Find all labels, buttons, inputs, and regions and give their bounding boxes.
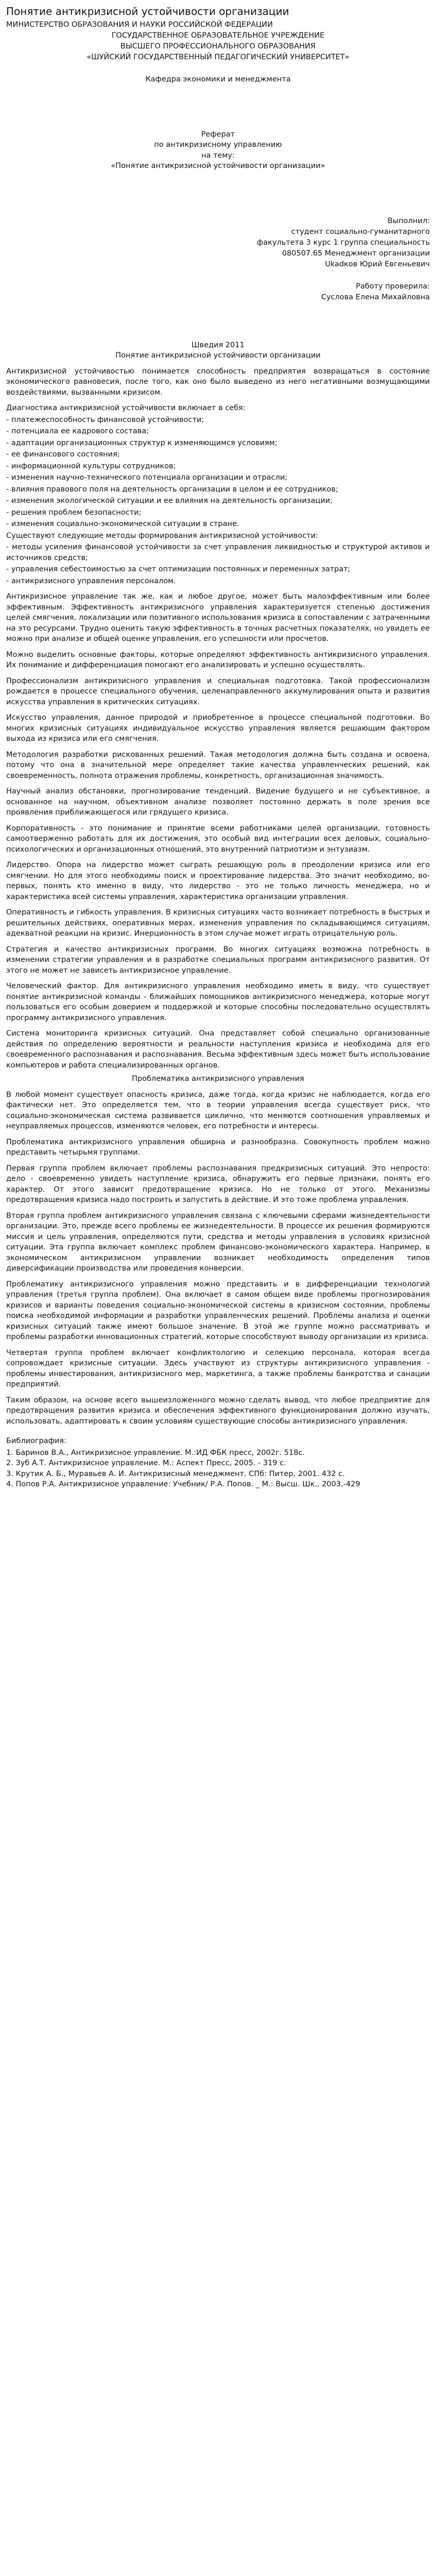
list-item: - влияния правового поля на деятельность организации в целом и ее сотрудников; <box>6 485 338 494</box>
section-problems <box>6 1090 430 1427</box>
list-item: - адаптации организационных структур к изменяющимся условиям; <box>6 438 277 447</box>
paragraph: Проблематику антикризисного управления можно представить и в дифференциации технологий управления (третья группа проблем). Она включает в самом общем виде проблемы прогнозирования кризисов и варианты поведения социально-экономической системы в кризисном состоянии, проблемы поиска необходимой информации и разработки управленческих решений. Проблемы анализа и оценки кризисных ситуаций также имеют большое значение. В этой же группе можно рассматривать и проблемы разработки инновационных стратегий, которые способствуют выводу организации из кризиса. <box>6 1280 430 1341</box>
list-item: - изменения научно-технического потенциала организации и отрасли; <box>6 473 288 482</box>
paragraph: Вторая группа проблем антикризисного управления связана с ключевыми сферами жизнедеятельности организации. Это, прежде всего проблемы ее жизнедеятельности. В процессе их решения формируются миссия и цель управления, определяются пути, средства и методы управления в условиях кризисной ситуации. Эта группа включает комплекс проблем финансово-экономического характера. Например, в экономическом антикризисном управлении возникает необходимость определения типов диверсификации производства или проведения конверсии. <box>6 1211 430 1273</box>
work-type: Реферат <box>201 130 235 139</box>
bibliography-item: 1. Баринов В.А., Антикризисное управление. М.:ИД ФБК пресс, 2002г. 518с. <box>6 1448 305 1457</box>
bibliography-item: 2. Зуб А.Т. Антикризисное управление. М.: Аспект Пресс, 2005. - 319 с. <box>6 1459 286 1467</box>
list-item: - потенциала ее кадрового состава; <box>6 427 149 435</box>
paragraph: Профессионализм антикризисного управления и специальная подготовка. Такой профессионализм рождается в процессе специального обучения, целенаправленного аккумулирования опыта и развития искусства управления в критических ситуациях. <box>6 676 430 706</box>
list-item: - управления себестоимостью за счет оптимизации постоянных и переменных затрат; <box>6 565 351 573</box>
city-year: Шведия 2011 <box>191 341 245 349</box>
author-line-3: 080507.65 Менеджмент организации <box>282 249 430 258</box>
paragraph: Существуют следующие методы формирования антикризисной устойчивости: <box>6 531 319 540</box>
problems-heading: Проблематика антикризисного управления <box>132 1075 304 1083</box>
paragraph: Можно выделить основные факторы, которые определяют эффективность антикризисного управления. Их понимание и дифференциация помогают его анализировать и успешно осуществлять. <box>6 650 430 669</box>
paragraph: Четвертая группа проблем включает конфликтологию и селекцию персонала, которая всегда сопровождает кризисные ситуации. Здесь участвуют из структуры антикризисного управления - проблемы инвестирования, антикризисного мер, маркетинга, а также проблемы банкротства и санации предприятий. <box>6 1348 430 1388</box>
author-block <box>6 216 430 270</box>
paragraph: Первая группа проблем включает проблемы распознавания предкризисных ситуаций. Это непросто: дело - своевременно увидеть наступление кризиса, обнаружить его первые признаки, понять его характер. От этого зависит предотвращение кризиса. Но не только от этого. Механизмы предотвращения кризиса надо построить и запустить в действие. И это тоже проблема управления. <box>6 1164 430 1204</box>
work-subject: по антикризисному управлению <box>154 141 282 149</box>
section-factors <box>6 591 430 1071</box>
list-item: - ее финансового состояния; <box>6 450 120 459</box>
list-item: - методы усиления финансовой устойчивости за счет управления ликвидностью и структурой активов и источников средств; <box>6 543 430 562</box>
paragraph: Искусство управления, данное природой и приобретенное в процессе специальной подготовки. Во многих кризисных ситуациях индивидуальное искусство управления является решающим фактором выхода из кризиса или его смягчения. <box>6 714 430 743</box>
institution-header <box>6 20 430 63</box>
list-item: - изменения экологической ситуации и ее влияния на деятельность организации; <box>6 497 333 505</box>
bibliography-list <box>6 1448 430 1490</box>
department-line: Кафедра экономики и менеджмента <box>145 75 291 83</box>
topic-label: на тему: <box>201 151 235 160</box>
institution-type-line: ГОСУДАРСТВЕННОЕ ОБРАЗОВАТЕЛЬНОЕ УЧРЕЖДЕНИЕ <box>111 31 325 40</box>
bibliography-item: 3. Крутик А. Б., Муравьев А. И. Антикризисный менеджмент. СПб: Питер, 2001. 432 с. <box>6 1469 345 1478</box>
reviewer-label: Работу проверила: <box>356 282 430 291</box>
education-level-line: ВЫСШЕГО ПРОФЕССИОНАЛЬНОГО ОБРАЗОВАНИЯ <box>120 42 316 50</box>
paragraph: Система мониторинга кризисных ситуаций. Она представляет собой специально организованные действия по определению вероятности и реальности наступления кризиса и необходима для его своевременного распознавания и распознавания. Весьма эффективным здесь может быть использование компьютеров и работа специализированных органов. <box>6 1029 430 1070</box>
bibliography-item: 4. Попов Р.А. Антикризисное управление: Учебник/ Р.А. Попов. _ М.: Высш. Шк., 2003.-429 <box>6 1480 360 1488</box>
paragraph: Стратегия и качество антикризисных программ. Во многих ситуациях возможна потребность в изменении стратегии управления и в разработке специальных программ антикризисного развития. От этого не может не зависеть антикризисное управление. <box>6 945 430 975</box>
section-diagnostics <box>6 366 430 587</box>
paragraph: Корпоративность - это понимание и принятие всеми работниками целей организации, готовность самоотверженно работать для их достижения, это особый вид интеграции всех деловых, социально-психологических и организационных отношений, это внутренний патриотизм и энтузиазм. <box>6 824 430 854</box>
cover-block <box>6 129 430 172</box>
document-title: Понятие антикризисной устойчивости организации <box>6 5 289 18</box>
reviewer-block <box>6 281 430 303</box>
reviewer-name: Суслова Елена Михайловна <box>321 293 430 301</box>
paragraph: Человеческий фактор. Для антикризисного управления необходимо иметь в виду, что существует понятие антикризисной команды - ближайших помощников антикризисного менеджера, которые могут пользоваться его особым доверием и поддержкой и которые способны последовательно осуществлять программу антикризисного управления. <box>6 982 430 1022</box>
paragraph: Лидерство. Опора на лидерство может сыграть решающую роль в преодолении кризиса или его смягчении. Но для этого необходимы поиск и проектирование лидерства. Это значит необходимо, во-первых, понять кто именно в виду, что лидерство - это не только личность менеджера, но и характеристика всей системы управления, характеристика организации управления. <box>6 861 430 901</box>
paragraph: Антикризисное управление так же, как и любое другое, может быть малоэффективным или более эффективным. Эффективность антикризисного управления характеризуется степенью достижения целей смягчения, локализации или позитивного использования кризиса в сопоставлении с затраченными на это ресурсами. Трудно оценить такую эффективность в точных расчетных показателях, но увидеть ее можно при анализе и общей оценке управления, его успешности или просчетов. <box>6 592 430 643</box>
author-line-1: студент социально-гуманитарного <box>291 227 430 236</box>
list-item: - изменения социально-экономической ситуации в стране. <box>6 520 239 528</box>
bibliography-label: Библиография: <box>6 1437 67 1445</box>
paragraph: В любой момент существует опасность кризиса, даже тогда, когда кризис не наблюдается, когда его фактически нет. Это определяется тем, что в теории управления всегда существует риск, что социально-экономическая система развивается циклично, что меняются соотношения управляемых и неуправляемых процессов, изменяются человек, его потребности и интересы. <box>6 1090 430 1130</box>
paragraph: Методология разработки рискованных решений. Такая методология должна быть создана и освоена, потому что она в значительной мере определяет такие качества управленческих решений, как своевременность, полнота отражения проблемы, конкретность, организационная значимость. <box>6 750 430 780</box>
ministry-line: МИНИСТЕРСТВО ОБРАЗОВАНИЯ И НАУКИ РОССИЙСКОЙ ФЕДЕРАЦИИ <box>6 21 273 29</box>
author-line-2: факультета 3 курс 1 группа специальность <box>256 238 430 247</box>
list-item: - платежеспособность финансовой устойчивости; <box>6 415 204 424</box>
paragraph: Диагностика антикризисной устойчивости включает в себя: <box>6 404 246 412</box>
paragraph: Оперативность и гибкость управления. В кризисных ситуациях часто возникает потребность в быстрых и решительных действиях, оперативных мерах, изменения управления по складывающимся ситуациям, адекватной реакции на кризис. Инерционность в этом случае может играть отрицательную роль. <box>6 908 430 938</box>
work-topic: «Понятие антикризисной устойчивости организации» <box>111 162 325 170</box>
paragraph: Научный анализ обстановки, прогнозирование тенденций. Видение будущего и не субъективное, а основанное на научном, объективном анализе позволяет постоянно держать в поле зрения все проявления приближающегося или грядущего кризиса. <box>6 787 430 817</box>
section-heading: Понятие антикризисной устойчивости организации <box>115 351 321 360</box>
paragraph: Таким образом, на основе всего вышеизложенного можно сделать вывод, что любое предприятие для предотвращения развития кризиса и обеспечения эффективного функционирования должно изучать, использовать, адаптировать к своим условиям существующие способы антикризисного управления. <box>6 1396 430 1426</box>
author-label: Выполнил: <box>387 216 430 225</box>
list-item: - информационной культуры сотрудников; <box>6 462 176 470</box>
university-line: «ШУЙСКИЙ ГОСУДАРСТВЕННЫЙ ПЕДАГОГИЧЕСКИЙ УНИВЕРСИТЕТ» <box>86 53 350 61</box>
paragraph: Антикризисной устойчивостью понимается способность предприятия возвращаться в состояние экономического равновесия, после того, как оно было выведено из него негативными возмущающими воздействиями, вызванными кризисом. <box>6 367 430 397</box>
list-item: - решения проблем безопасности; <box>6 508 142 517</box>
paragraph: Проблематика антикризисного управления обширна и разнообразна. Совокупность проблем можно представить четырьмя группами. <box>6 1138 430 1157</box>
list-item: - антикризисного управления персоналом. <box>6 577 176 585</box>
author-name: Ukadков Юрий Евгеньевич <box>325 260 430 268</box>
